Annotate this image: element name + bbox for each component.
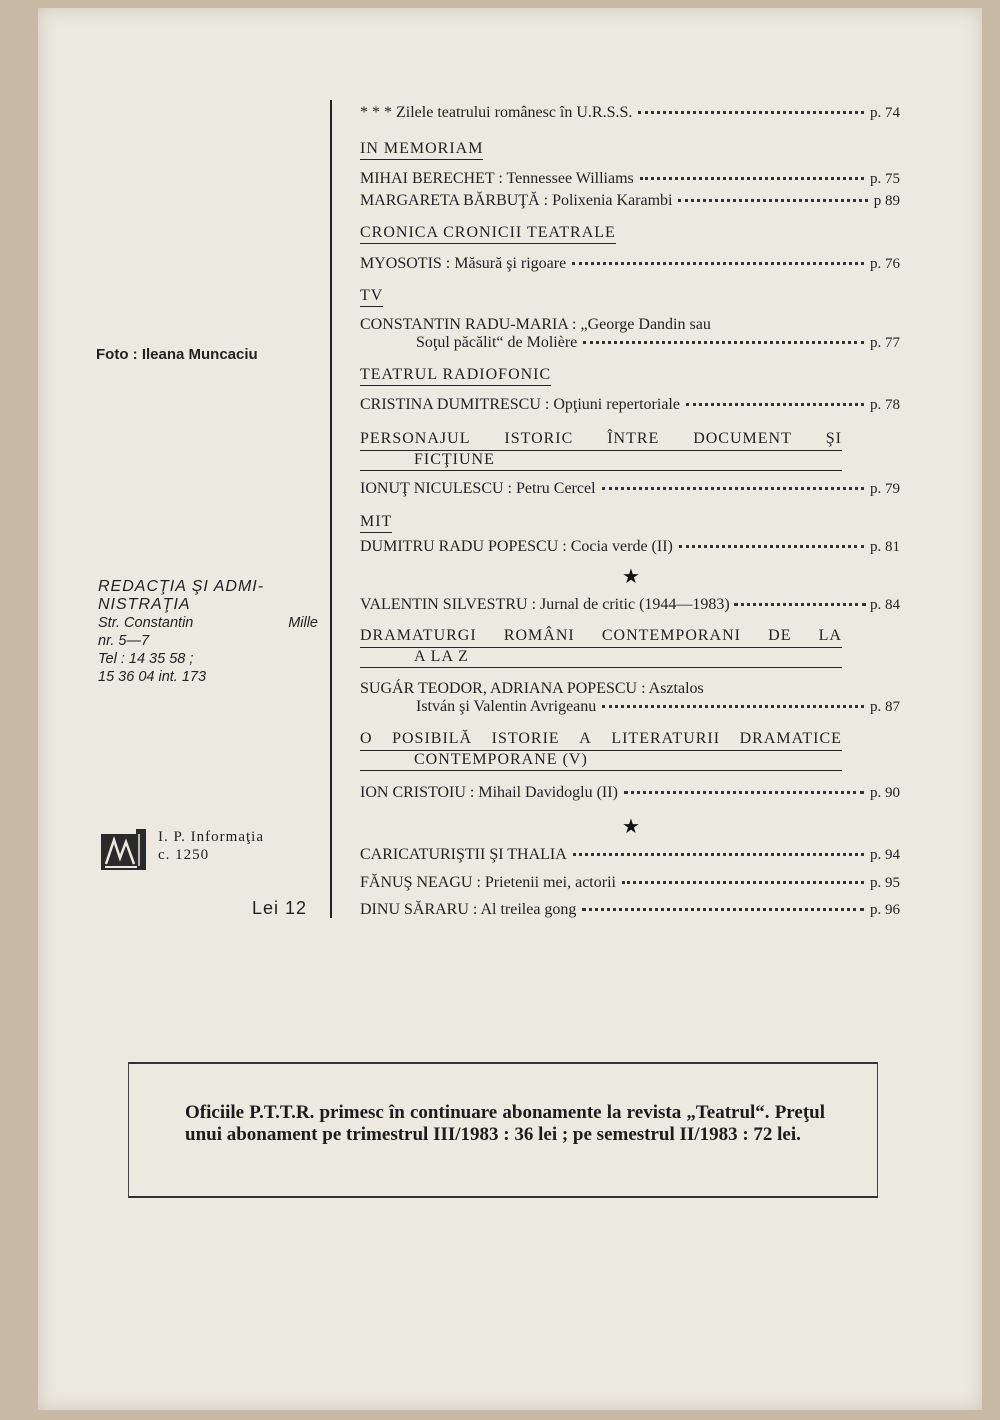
toc-entry: SUGÁR TEODOR, ADRIANA POPESCU : Asztalos István şi Valentin Avrigeanu p. 87	[360, 680, 900, 715]
star-separator-icon: ★	[622, 566, 640, 588]
column-divider	[330, 100, 332, 918]
telephone-2: 15 36 04 int. 173	[98, 669, 207, 685]
toc-entry: CONSTANTIN RADU-MARIA : „George Dandin sau Soţul păcălit“ de Molière p. 77	[360, 316, 900, 351]
section-heading: MIT	[360, 513, 392, 533]
section-heading: PERSONAJUL ISTORIC ÎNTRE DOCUMENT ŞI FICŢIUNE	[360, 430, 842, 471]
printer-info	[100, 828, 264, 872]
price: Lei 12	[252, 898, 308, 918]
toc-entry: DUMITRU RADU POPESCU : Cocia verde (II) p. 81	[360, 538, 900, 555]
section-heading: DRAMATURGI ROMÂNI CONTEMPORANI DE LA A LA Z	[360, 627, 842, 668]
section-heading: TV	[360, 287, 383, 307]
street-label: Str. Constantin	[98, 615, 194, 631]
star-separator-icon: ★	[622, 816, 640, 838]
printer-name: I. P. Informaţia	[158, 829, 264, 845]
street-name: Mille	[288, 615, 318, 631]
editorial-heading-1: REDACŢIA ŞI ADMI-	[98, 578, 265, 595]
photo-credit: Foto : Ileana Muncaciu	[96, 346, 258, 363]
subscription-notice	[128, 1062, 878, 1198]
toc-entry: * * * Zilele teatrului românesc în U.R.S.S. p. 74	[360, 104, 900, 121]
section-heading: TEATRUL RADIOFONIC	[360, 366, 551, 386]
toc-entry: VALENTIN SILVESTRU : Jurnal de critic (1944—1983) p. 84	[360, 596, 900, 613]
editorial-heading-2: NISTRAŢIA	[98, 596, 191, 613]
editorial-address	[98, 578, 318, 686]
section-heading: CRONICA CRONICII TEATRALE	[360, 224, 616, 244]
toc-entry: IONUŢ NICULESCU : Petru Cercel p. 79	[360, 480, 900, 497]
toc-entry: MARGARETA BĂRBUŢĂ : Polixenia Karambi p 89	[360, 192, 900, 209]
toc-entry: DINU SĂRARU : Al treilea gong p. 96	[360, 901, 900, 918]
toc-entry: MIHAI BERECHET : Tennessee Williams p. 75	[360, 170, 900, 187]
toc-entry: FĂNUŞ NEAGU : Prietenii mei, actorii p. 95	[360, 874, 900, 891]
section-heading: O POSIBILĂ ISTORIE A LITERATURII DRAMATICE CONTEMPORANE (V)	[360, 730, 842, 771]
toc-entry: CRISTINA DUMITRESCU : Opţiuni repertoriale p. 78	[360, 396, 900, 413]
subscription-notice-text: Oficiile P.T.T.R. primesc în continuare abonamente la revista „Teatrul“. Preţul unui abonament pe trimestrul III/1983 : 36 lei ; pe semestrul II/1983 : 72 lei.	[185, 1102, 825, 1145]
printer-order: c. 1250	[158, 847, 210, 863]
toc-entry: CARICATURIŞTII ŞI THALIA p. 94	[360, 846, 900, 863]
street-line	[98, 614, 318, 632]
telephone-1: Tel : 14 35 58 ;	[98, 651, 194, 667]
street-number: nr. 5—7	[98, 633, 150, 649]
toc-entry: MYOSOTIS : Măsură şi rigoare p. 76	[360, 255, 900, 272]
printer-logo-icon	[100, 828, 148, 872]
section-heading: IN MEMORIAM	[360, 140, 483, 160]
toc-entry: ION CRISTOIU : Mihail Davidoglu (II) p. 90	[360, 784, 900, 801]
